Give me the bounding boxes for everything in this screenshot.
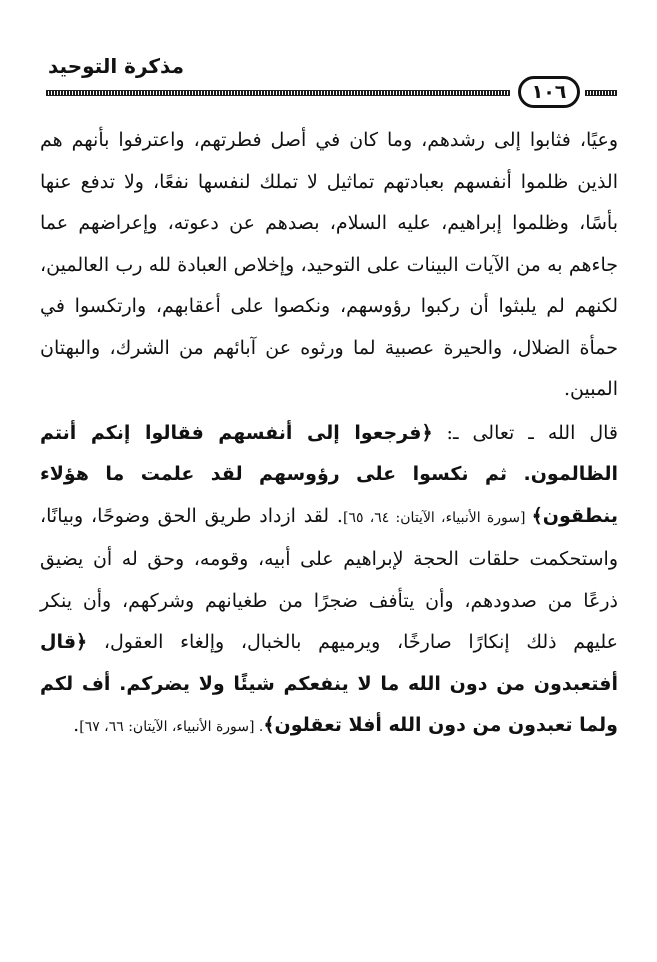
paragraph-2 [40, 413, 618, 749]
body-text [40, 120, 618, 749]
running-title: مذكرة التوحيد [48, 54, 184, 78]
header-rule [46, 90, 510, 96]
paragraph-1: وعيًا، فثابوا إلى رشدهم، وما كان في أصل فطرتهم، واعترفوا بأنهم هم الذين ظلموا أنفسهم بعبادتهم تماثيل لا تملك لنفسها نفعًا، ولا تدفع عنها بأسًا، وظلموا إبراهيم، عليه السلام، بصدهم عن دعوته، وإعراضهم عما جاءهم به من الآيات البينات على التوحيد، وإخلاص العبادة لله رب العالمين، لكنهم لم يلبثوا أن ركبوا رؤوسهم، ونكصوا على أعقابهم، وارتكسوا في حمأة الضلال، والحيرة عصبية لما ورثوه عن آبائهم من الشرك، والبهتان المبين. [40, 129, 618, 400]
header-rule-ornament [585, 90, 617, 96]
quran-quote-1: ﴿فرجعوا إلى أنفسهم فقالوا إنكم أنتم الظالمون. ثم نكسوا على رؤوسهم لقد علمت ما هؤلاء ينطقون﴾ [40, 421, 618, 527]
quran-quote-2: ﴿قال أفتعبدون من دون الله ما لا ينفعكم شيئًا ولا يضركم. أف لكم ولما تعبدون من دون الله أفلا تعقلون﴾ [40, 631, 618, 736]
citation-2: . [سورة الأنبياء، الآيتان: ٦٦، ٦٧] [79, 719, 264, 735]
paragraph-2-intro: قال الله ـ تعالى ـ: [432, 421, 618, 444]
citation-1: [سورة الأنبياء، الآيتان: ٦٤، ٦٥] [342, 509, 532, 526]
paragraph-2-middle: . لقد ازداد طريق الحق وضوحًا، وبيانًا، واستحكمت حلقات الحجة لإبراهيم على أبيه، وقومه، وحق له أن يضيق ذرعًا من صدودهم، وأن يتأفف ضجرًا من طغيانهم وشركهم، وأن ينكر عليهم ذلك إنكارًا صارخًا، ويرميهم بالخبال، وإلغاء العقول، [40, 504, 618, 653]
page-number: ١٠٦ [518, 76, 580, 108]
paragraph-2-end: . [73, 714, 80, 736]
